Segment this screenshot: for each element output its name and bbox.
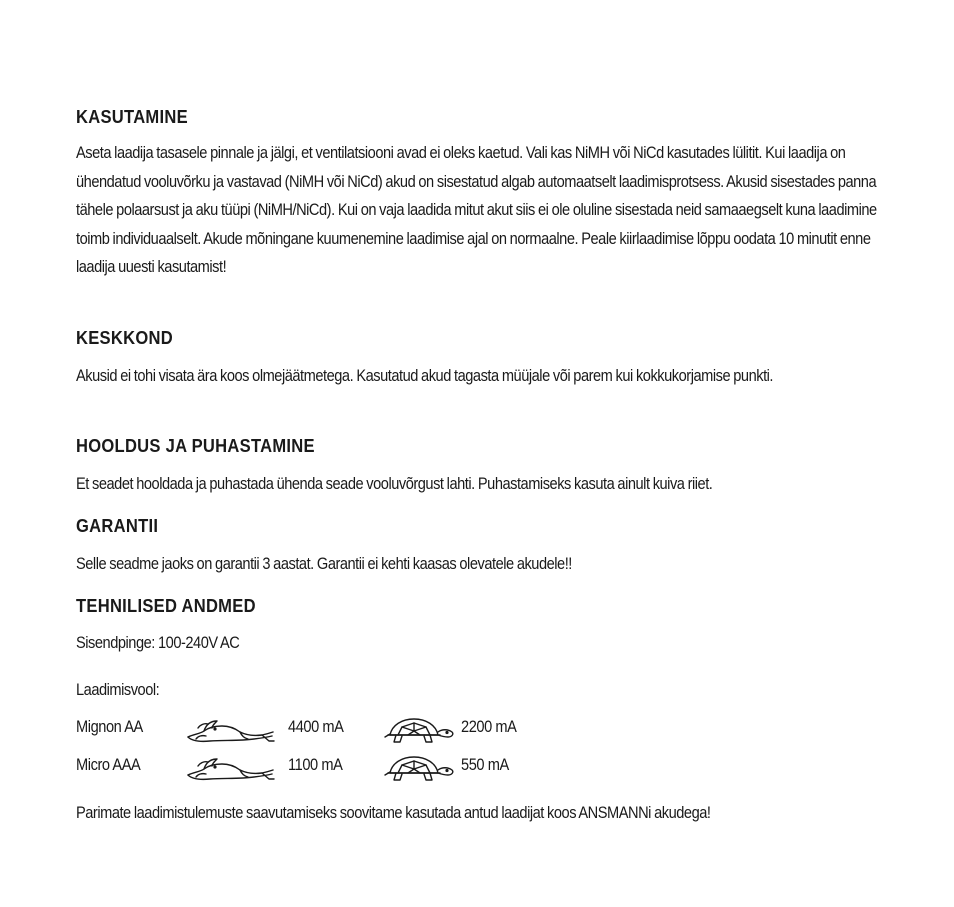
section-kasutamine [76, 104, 896, 311]
hare-icon [184, 755, 276, 788]
manual-page [76, 104, 896, 828]
turtle-icon [384, 753, 456, 790]
heading-keskkond: KESKKOND [76, 328, 173, 348]
section-hooldus [76, 433, 896, 500]
charge-row-micro [76, 751, 896, 789]
heading-kasutamine: KASUTAMINE [76, 107, 188, 127]
paragraph-kasutamine: Aseta laadija tasasele pinnale ja jälgi, et ventilatsiooni avad ei oleks kaetud. Vali kas NiMH või NiCd kasutades lülitit. Kui laadija on ühendatud vooluvõrku ja vastavad (NiMH või NiCd) akud on sisestatud algab automaatselt laadimisprotsess. Akusid sisestades panna tähele polaarsust ja aku tüüpi (NiMH/NiCd). Kui on vaja laadida mitut akut siis ei ole oluline sisestada neid samaaegselt kuna laadimine toimb individuaalselt. Akude mõningane kuumenemine laadimise ajal on normaalne. Peale kiirlaadimise lõppu oodata 10 minutit enne laadija uuesti kasutamist! [76, 143, 877, 277]
heading-tehnilised: TEHNILISED ANDMED [76, 596, 256, 616]
slow-current-value: 2200 mA [461, 717, 517, 736]
heading-garantii: GARANTII [76, 516, 159, 536]
paragraph-hooldus: Et seadet hooldada ja puhastada ühenda seade vooluvõrgust lahti. Puhastamiseks kasuta ainult kuiva riiet. [76, 474, 713, 493]
section-tehnilised [76, 593, 896, 828]
section-keskkond [76, 325, 896, 420]
input-voltage-text: Sisendpinge: 100-240V AC [76, 633, 240, 652]
recommendation-note: Parimate laadimistulemuste saavutamiseks soovitame kasutada antud laadijat koos ANSMANNi akudega! [76, 803, 711, 822]
fast-current-value: 1100 mA [288, 755, 343, 774]
turtle-icon [384, 715, 456, 752]
heading-hooldus: HOOLDUS JA PUHASTAMINE [76, 436, 315, 456]
charge-current-label: Laadimisvool: [76, 680, 160, 699]
battery-label: Micro AAA [76, 755, 141, 774]
paragraph-keskkond: Akusid ei tohi visata ära koos olmejäätmetega. Kasutatud akud tagasta müüjale või parem kui kokkukorjamise punkti. [76, 366, 774, 385]
hare-icon [184, 717, 276, 750]
paragraph-garantii: Selle seadme jaoks on garantii 3 aastat. Garantii ei kehti kaasas olevatele akudele!! [76, 554, 572, 573]
battery-label: Mignon AA [76, 717, 143, 736]
charge-row-mignon [76, 713, 896, 751]
slow-current-value: 550 mA [461, 755, 509, 774]
section-garantii [76, 513, 896, 580]
fast-current-value: 4400 mA [288, 717, 344, 736]
